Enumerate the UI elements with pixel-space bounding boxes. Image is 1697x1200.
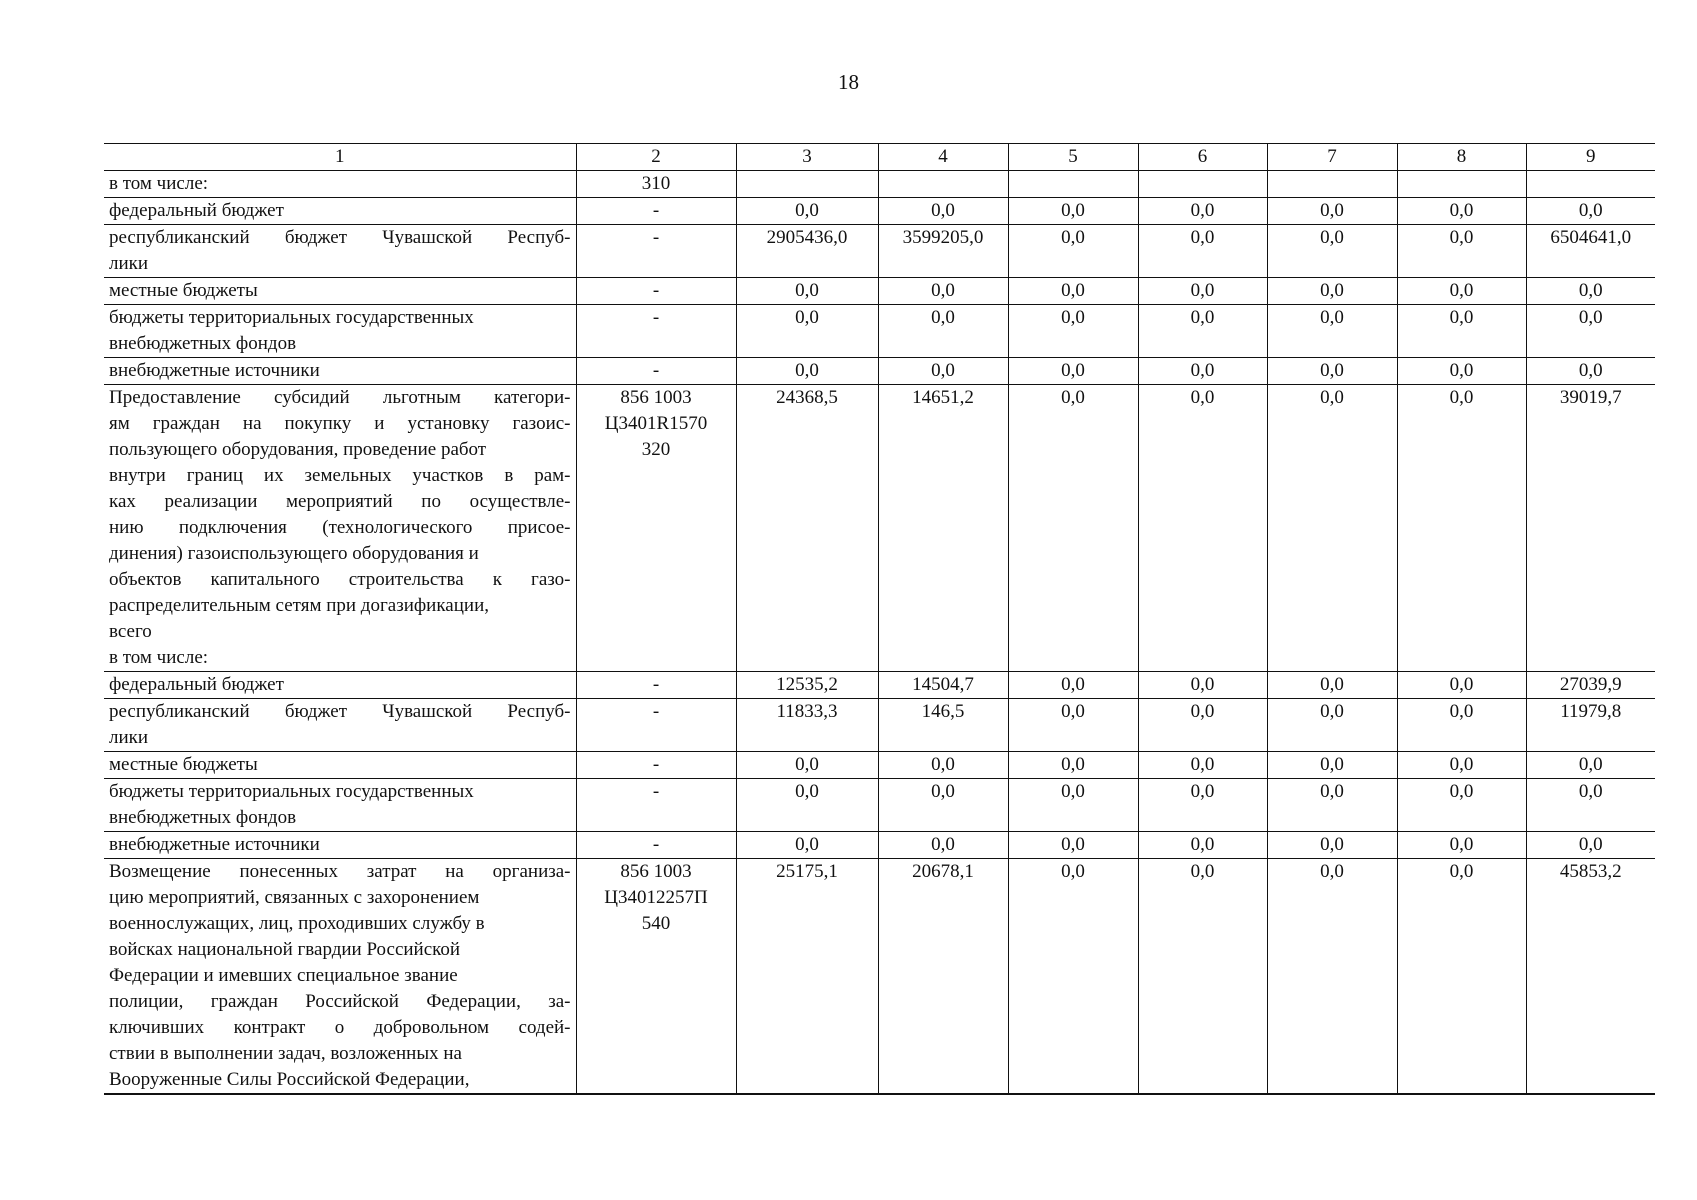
value-cell-col-6: 0,0 bbox=[1138, 385, 1267, 672]
budget-code-cell bbox=[576, 385, 736, 672]
value-cell-col-9: 0,0 bbox=[1526, 779, 1655, 832]
value-cell-col-5: 0,0 bbox=[1008, 832, 1138, 859]
value-cell-col-3: 12535,2 bbox=[736, 672, 878, 699]
value-cell-col-7: 0,0 bbox=[1267, 779, 1397, 832]
value-cell-col-5: 0,0 bbox=[1008, 385, 1138, 672]
value-cell-col-8: 0,0 bbox=[1397, 859, 1526, 1095]
row-name-line: Вооруженные Силы Российской Федерации, bbox=[109, 1069, 470, 1090]
row-name-line: бюджеты территориальных государственных bbox=[109, 307, 474, 328]
value-cell-col-4: 3599205,0 bbox=[878, 225, 1008, 278]
value-cell-col-3: 0,0 bbox=[736, 305, 878, 358]
row-name-line: нию подключения (технологического присое- bbox=[109, 517, 571, 538]
table-body bbox=[104, 171, 1655, 1095]
value-cell-col-4: 0,0 bbox=[878, 752, 1008, 779]
value-cell-col-8: 0,0 bbox=[1397, 752, 1526, 779]
value-cell-col-7: 0,0 bbox=[1267, 699, 1397, 752]
value-cell-col-8: 0,0 bbox=[1397, 198, 1526, 225]
value-cell-col-3: 0,0 bbox=[736, 779, 878, 832]
budget-code-line: - bbox=[652, 834, 660, 855]
budget-code-line: - bbox=[652, 674, 660, 695]
row-name-line: динения) газоиспользующего оборудования и bbox=[109, 543, 479, 564]
value-cell-col-3: 0,0 bbox=[736, 832, 878, 859]
value-cell-col-9 bbox=[1526, 171, 1655, 198]
budget-code-line: - bbox=[652, 754, 660, 775]
value-cell-col-6: 0,0 bbox=[1138, 278, 1267, 305]
value-cell-col-3: 0,0 bbox=[736, 358, 878, 385]
value-cell-col-6: 0,0 bbox=[1138, 198, 1267, 225]
value-cell-col-3: 0,0 bbox=[736, 752, 878, 779]
budget-code-line: - bbox=[652, 200, 660, 221]
row-name-line: внутри границ их земельных участков в рам- bbox=[109, 465, 571, 486]
row-name-line: ключивших контракт о добровольном содей- bbox=[109, 1017, 571, 1038]
row-name-line: в том числе: bbox=[109, 173, 209, 194]
value-cell-col-8: 0,0 bbox=[1397, 305, 1526, 358]
row-name-line: цию мероприятий, связанных с захоронением bbox=[109, 887, 480, 908]
budget-code-cell bbox=[576, 198, 736, 225]
row-name-line: лики bbox=[109, 253, 149, 274]
budget-code-line: - bbox=[652, 701, 660, 722]
row-name-line: лики bbox=[109, 727, 149, 748]
budget-code-line: 310 bbox=[641, 173, 671, 194]
value-cell-col-7: 0,0 bbox=[1267, 225, 1397, 278]
row-name-line: ках реализации мероприятий по осуществле- bbox=[109, 491, 571, 512]
value-cell-col-5: 0,0 bbox=[1008, 699, 1138, 752]
value-cell-col-8 bbox=[1397, 171, 1526, 198]
column-header: 9 bbox=[1526, 144, 1655, 171]
row-name-cell bbox=[104, 278, 576, 305]
row-name-cell bbox=[104, 859, 576, 1095]
table-row bbox=[104, 699, 1655, 752]
value-cell-col-5: 0,0 bbox=[1008, 779, 1138, 832]
table-row bbox=[104, 225, 1655, 278]
value-cell-col-6 bbox=[1138, 171, 1267, 198]
column-number-row bbox=[104, 144, 1655, 171]
row-name-cell bbox=[104, 752, 576, 779]
column-header: 4 bbox=[878, 144, 1008, 171]
budget-code-line: - bbox=[652, 307, 660, 328]
value-cell-col-6: 0,0 bbox=[1138, 832, 1267, 859]
table-row bbox=[104, 385, 1655, 672]
value-cell-col-5: 0,0 bbox=[1008, 198, 1138, 225]
value-cell-col-5: 0,0 bbox=[1008, 358, 1138, 385]
value-cell-col-5: 0,0 bbox=[1008, 225, 1138, 278]
budget-code-cell bbox=[576, 278, 736, 305]
value-cell-col-6: 0,0 bbox=[1138, 225, 1267, 278]
value-cell-col-3: 0,0 bbox=[736, 278, 878, 305]
column-header: 8 bbox=[1397, 144, 1526, 171]
value-cell-col-3 bbox=[736, 171, 878, 198]
value-cell-col-7: 0,0 bbox=[1267, 752, 1397, 779]
budget-code-cell bbox=[576, 171, 736, 198]
row-name-line: внебюджетные источники bbox=[109, 834, 320, 855]
value-cell-col-7: 0,0 bbox=[1267, 305, 1397, 358]
budget-code-line: - bbox=[652, 280, 660, 301]
table-row bbox=[104, 859, 1655, 1095]
row-name-line: военнослужащих, лиц, проходивших службу в bbox=[109, 913, 485, 934]
value-cell-col-4: 14504,7 bbox=[878, 672, 1008, 699]
row-name-line: в том числе: bbox=[109, 647, 209, 668]
value-cell-col-7: 0,0 bbox=[1267, 859, 1397, 1095]
value-cell-col-8: 0,0 bbox=[1397, 832, 1526, 859]
value-cell-col-4: 0,0 bbox=[878, 358, 1008, 385]
value-cell-col-4: 0,0 bbox=[878, 198, 1008, 225]
value-cell-col-6: 0,0 bbox=[1138, 672, 1267, 699]
row-name-cell bbox=[104, 779, 576, 832]
budget-table bbox=[104, 143, 1655, 1095]
column-header: 2 bbox=[576, 144, 736, 171]
value-cell-col-7: 0,0 bbox=[1267, 832, 1397, 859]
budget-code-line: 320 bbox=[641, 439, 671, 460]
value-cell-col-8: 0,0 bbox=[1397, 699, 1526, 752]
value-cell-col-8: 0,0 bbox=[1397, 672, 1526, 699]
budget-code-line: Ц34012257П bbox=[604, 887, 708, 908]
row-name-cell bbox=[104, 358, 576, 385]
budget-code-line: 540 bbox=[641, 913, 671, 934]
row-name-line: распределительным сетям при догазификации, bbox=[109, 595, 489, 616]
row-name-line: федеральный бюджет bbox=[109, 200, 284, 221]
budget-code-cell bbox=[576, 225, 736, 278]
row-name-line: внебюджетных фондов bbox=[109, 807, 297, 828]
row-name-cell bbox=[104, 225, 576, 278]
value-cell-col-7: 0,0 bbox=[1267, 672, 1397, 699]
column-header: 1 bbox=[104, 144, 576, 171]
value-cell-col-9: 0,0 bbox=[1526, 198, 1655, 225]
budget-code-cell bbox=[576, 358, 736, 385]
row-name-line: федеральный бюджет bbox=[109, 674, 284, 695]
row-name-line: полиции, граждан Российской Федерации, за- bbox=[109, 991, 571, 1012]
value-cell-col-6: 0,0 bbox=[1138, 859, 1267, 1095]
row-name-line: республиканский бюджет Чувашской Респуб- bbox=[109, 227, 571, 248]
table-row bbox=[104, 358, 1655, 385]
budget-code-cell bbox=[576, 672, 736, 699]
value-cell-col-9: 39019,7 bbox=[1526, 385, 1655, 672]
value-cell-col-6: 0,0 bbox=[1138, 752, 1267, 779]
budget-code-cell bbox=[576, 699, 736, 752]
value-cell-col-5: 0,0 bbox=[1008, 305, 1138, 358]
value-cell-col-6: 0,0 bbox=[1138, 779, 1267, 832]
value-cell-col-9: 45853,2 bbox=[1526, 859, 1655, 1095]
budget-code-cell bbox=[576, 305, 736, 358]
value-cell-col-4: 0,0 bbox=[878, 832, 1008, 859]
table-row bbox=[104, 672, 1655, 699]
value-cell-col-3: 2905436,0 bbox=[736, 225, 878, 278]
budget-code-line: - bbox=[652, 360, 660, 381]
table-row bbox=[104, 832, 1655, 859]
value-cell-col-4: 14651,2 bbox=[878, 385, 1008, 672]
value-cell-col-9: 0,0 bbox=[1526, 278, 1655, 305]
row-name-line: войсках национальной гвардии Российской bbox=[109, 939, 461, 960]
value-cell-col-8: 0,0 bbox=[1397, 779, 1526, 832]
value-cell-col-5: 0,0 bbox=[1008, 752, 1138, 779]
budget-code-cell bbox=[576, 779, 736, 832]
row-name-cell bbox=[104, 171, 576, 198]
row-name-cell bbox=[104, 699, 576, 752]
budget-code-line: - bbox=[652, 227, 660, 248]
value-cell-col-3: 24368,5 bbox=[736, 385, 878, 672]
table-row bbox=[104, 171, 1655, 198]
column-header: 7 bbox=[1267, 144, 1397, 171]
value-cell-col-8: 0,0 bbox=[1397, 358, 1526, 385]
value-cell-col-8: 0,0 bbox=[1397, 278, 1526, 305]
row-name-cell bbox=[104, 672, 576, 699]
value-cell-col-4: 20678,1 bbox=[878, 859, 1008, 1095]
value-cell-col-3: 11833,3 bbox=[736, 699, 878, 752]
value-cell-col-7: 0,0 bbox=[1267, 278, 1397, 305]
row-name-line: внебюджетные источники bbox=[109, 360, 320, 381]
value-cell-col-9: 0,0 bbox=[1526, 305, 1655, 358]
row-name-line: местные бюджеты bbox=[109, 754, 258, 775]
table-row bbox=[104, 779, 1655, 832]
value-cell-col-9: 0,0 bbox=[1526, 832, 1655, 859]
row-name-line: бюджеты территориальных государственных bbox=[109, 781, 474, 802]
table-row bbox=[104, 752, 1655, 779]
value-cell-col-3: 25175,1 bbox=[736, 859, 878, 1095]
value-cell-col-4: 0,0 bbox=[878, 305, 1008, 358]
table-row bbox=[104, 198, 1655, 225]
row-name-line: внебюджетных фондов bbox=[109, 333, 297, 354]
value-cell-col-9: 0,0 bbox=[1526, 752, 1655, 779]
value-cell-col-7: 0,0 bbox=[1267, 198, 1397, 225]
column-header: 6 bbox=[1138, 144, 1267, 171]
row-name-cell bbox=[104, 198, 576, 225]
row-name-line: республиканский бюджет Чувашской Респуб- bbox=[109, 701, 571, 722]
value-cell-col-5: 0,0 bbox=[1008, 859, 1138, 1095]
value-cell-col-3: 0,0 bbox=[736, 198, 878, 225]
row-name-line: Федерации и имевших специальное звание bbox=[109, 965, 458, 986]
value-cell-col-4 bbox=[878, 171, 1008, 198]
budget-code-cell bbox=[576, 752, 736, 779]
value-cell-col-9: 27039,9 bbox=[1526, 672, 1655, 699]
table-row bbox=[104, 278, 1655, 305]
row-name-line: ствии в выполнении задач, возложенных на bbox=[109, 1043, 462, 1064]
budget-code-line: 856 1003 bbox=[620, 861, 692, 882]
row-name-line: всего bbox=[109, 621, 152, 642]
column-header: 3 bbox=[736, 144, 878, 171]
value-cell-col-9: 11979,8 bbox=[1526, 699, 1655, 752]
value-cell-col-5: 0,0 bbox=[1008, 278, 1138, 305]
budget-code-line: - bbox=[652, 781, 660, 802]
value-cell-col-9: 6504641,0 bbox=[1526, 225, 1655, 278]
budget-code-cell bbox=[576, 832, 736, 859]
value-cell-col-4: 146,5 bbox=[878, 699, 1008, 752]
row-name-cell bbox=[104, 385, 576, 672]
row-name-line: Предоставление субсидий льготным категори- bbox=[109, 387, 571, 408]
column-header: 5 bbox=[1008, 144, 1138, 171]
value-cell-col-6: 0,0 bbox=[1138, 699, 1267, 752]
row-name-cell bbox=[104, 832, 576, 859]
row-name-line: объектов капитального строительства к газо- bbox=[109, 569, 571, 590]
value-cell-col-7: 0,0 bbox=[1267, 385, 1397, 672]
row-name-line: пользующего оборудования, проведение работ bbox=[109, 439, 487, 460]
budget-code-cell bbox=[576, 859, 736, 1095]
value-cell-col-5: 0,0 bbox=[1008, 672, 1138, 699]
value-cell-col-7 bbox=[1267, 171, 1397, 198]
value-cell-col-9: 0,0 bbox=[1526, 358, 1655, 385]
value-cell-col-8: 0,0 bbox=[1397, 385, 1526, 672]
value-cell-col-7: 0,0 bbox=[1267, 358, 1397, 385]
page-number: 18 bbox=[838, 70, 859, 94]
row-name-line: ям граждан на покупку и установку газоис- bbox=[109, 413, 571, 434]
row-name-line: Возмещение понесенных затрат на организа- bbox=[109, 861, 571, 882]
value-cell-col-4: 0,0 bbox=[878, 278, 1008, 305]
value-cell-col-8: 0,0 bbox=[1397, 225, 1526, 278]
row-name-cell bbox=[104, 305, 576, 358]
budget-code-line: Ц3401R1570 bbox=[604, 413, 708, 434]
value-cell-col-4: 0,0 bbox=[878, 779, 1008, 832]
value-cell-col-6: 0,0 bbox=[1138, 358, 1267, 385]
budget-code-line: 856 1003 bbox=[620, 387, 692, 408]
value-cell-col-6: 0,0 bbox=[1138, 305, 1267, 358]
table-row bbox=[104, 305, 1655, 358]
row-name-line: местные бюджеты bbox=[109, 280, 258, 301]
value-cell-col-5 bbox=[1008, 171, 1138, 198]
